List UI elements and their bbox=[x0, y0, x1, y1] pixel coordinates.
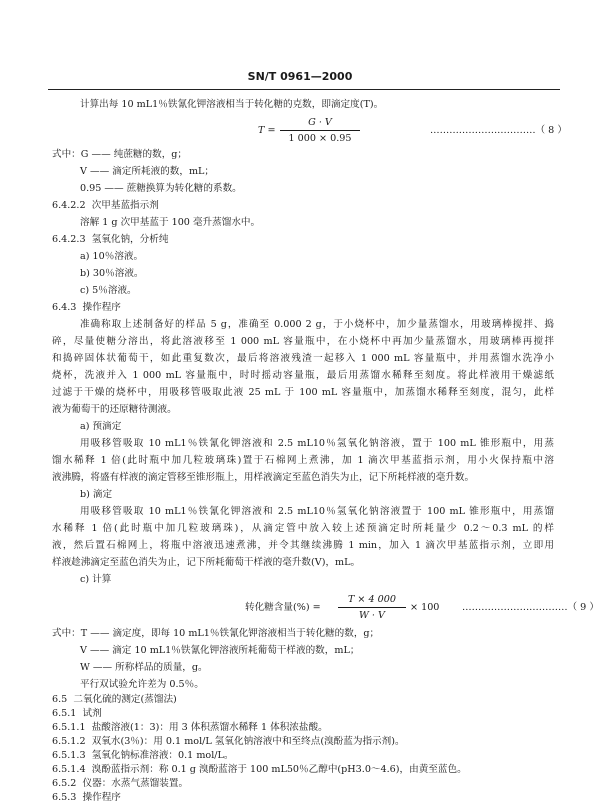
section-heading: 6.5.2 仪器：水蒸气蒸馏装置。 bbox=[52, 778, 189, 789]
paragraph-line: 液，然后置石棉网上，将瓶中溶液迅速煮沸，并令其继续沸腾 1 min，加入 1 滴次甲基蓝指示剂，立即用 bbox=[52, 540, 554, 551]
intro-text: 计算出每 10 mL1％铁氰化钾溶液相当于转化糖的克数，即滴定度(T)。 bbox=[80, 99, 384, 110]
eq9-numerator: T × 4 000 bbox=[347, 594, 396, 605]
eq9-lhs: 转化糖含量(%) = bbox=[245, 602, 321, 613]
where8-line: V —— 滴定所耗液的数，mL； bbox=[80, 166, 215, 177]
eq9-rhs: × 100 bbox=[410, 602, 440, 613]
paragraph-line: 碎，尽量使糖分溶出，将此溶液移至 1 000 mL 容量瓶中，在小烧杯中再加少量蒸馏水，用玻璃棒再搅拌 bbox=[52, 336, 554, 347]
section-heading: 6.4.3 操作程序 bbox=[52, 302, 121, 313]
paragraph-line: 过滤于干燥的烧杯中，用吸移管吸取此液 25 mL 于 100 mL 容量瓶中，加蒸馏水稀释至刻度，混匀，此样 bbox=[52, 387, 554, 398]
where9-line: W —— 所称样品的质量，g。 bbox=[80, 662, 208, 673]
eq8-numerator: G · V bbox=[308, 117, 332, 128]
paragraph-line: 用吸移管吸取 10 mL1％铁氰化钾溶液和 2.5 mL10％氢氧化钠溶液，置于 100 mL 锥形瓶中，用蒸 bbox=[80, 438, 554, 449]
paragraph-line: 样液趁沸滴定至蓝色消失为止，记下所耗葡萄干样液的毫升数(V)，mL。 bbox=[52, 557, 361, 568]
eq8-number: ……………………………（ 8 ） bbox=[430, 125, 567, 136]
paragraph-line: 液沸腾，将盛有样液的滴定管移至锥形瓶上，用样液滴定至蓝色消失为止，记下所耗样液的毫升数。 bbox=[52, 472, 475, 483]
eq8-lhs: T = bbox=[258, 125, 276, 136]
section-text: 溶解 1 g 次甲基蓝于 100 毫升蒸馏水中。 bbox=[80, 217, 261, 228]
eq8-fraction-bar bbox=[280, 130, 360, 131]
paragraph-line: 用吸移管吸取 10 mL1％铁氰化钾溶液和 2.5 mL10％氢氧化钠溶液置于 100 mL 锥形瓶中，用蒸馏 bbox=[80, 506, 554, 517]
reagent-item: 6.5.1.1 盐酸溶液(1：3)：用 3 体积蒸馏水稀释 1 体积浓盐酸。 bbox=[52, 722, 328, 733]
eq8-denominator: 1 000 × 0.95 bbox=[288, 133, 352, 144]
where8-line: 0.95 —— 蔗糖换算为转化糖的系数。 bbox=[80, 183, 242, 194]
reagent-item: 6.5.1.3 氢氧化钠标准溶液：0.1 mol/L。 bbox=[52, 750, 234, 761]
paragraph-line: 水稀释 1 倍(此时瓶中加几粒玻璃珠)，从滴定管中放入较上述预滴定时所耗量少 0.2～0.3 mL 的样 bbox=[52, 523, 554, 534]
section-heading: 6.5 二氧化硫的测定(蒸馏法) bbox=[52, 694, 177, 705]
section-heading: 6.4.2.2 次甲基蓝指示剂 bbox=[52, 200, 159, 211]
list-item: a) 10％溶液。 bbox=[80, 251, 144, 262]
where9-line: 式中：T —— 滴定度，即每 10 mL1％铁氰化钾溶液相当于转化糖的数，g； bbox=[52, 628, 380, 639]
paragraph-line: 和捣碎固体状葡萄干，如此重复数次，最后将溶液残渣一起移入 1 000 mL 容量瓶中，并用蒸馏水洗净小 bbox=[52, 353, 554, 364]
eq9-fraction-bar bbox=[338, 607, 406, 608]
where8-line: 式中：G —— 纯蔗糖的数，g； bbox=[52, 149, 188, 160]
standard-header: SN/T 0961—2000 bbox=[247, 70, 353, 83]
tolerance-text: 平行双试验允许差为 0.5％。 bbox=[80, 679, 204, 690]
reagent-item: 6.5.1.2 双氧水(3％)：用 0.1 mol/L 氢氧化钠溶液中和至终点(溴酚蓝为指示剂)。 bbox=[52, 736, 405, 747]
section-heading: 6.4.2.3 氢氧化钠，分析纯 bbox=[52, 234, 169, 245]
reagent-item: 6.5.1.4 溴酚蓝指示剂：称 0.1 g 溴酚蓝溶于 100 mL50％乙醇中(pH3.0～4.6)，由黄至蓝色。 bbox=[52, 764, 467, 775]
list-item: b) 30％溶液。 bbox=[80, 268, 144, 279]
paragraph-line: 准确称取上述制备好的样品 5 g，准确至 0.000 2 g，于小烧杯中，加少量蒸馏水，用玻璃棒搅拌、捣 bbox=[80, 319, 554, 330]
list-item: c) 5％溶液。 bbox=[80, 285, 137, 296]
eq9-number: ……………………………（ 9 ） bbox=[462, 602, 599, 613]
section-heading: 6.5.1 试剂 bbox=[52, 708, 102, 719]
paragraph-line: 烧杯，洗液并入 1 000 mL 容量瓶中，时时摇动容量瓶，最后用蒸馏水稀释至刻度。将此样液用干燥滤纸 bbox=[52, 370, 554, 381]
subsection-title: c) 计算 bbox=[80, 574, 112, 585]
subsection-title: a) 预滴定 bbox=[80, 421, 122, 432]
header-rule bbox=[48, 89, 560, 90]
paragraph-line: 馏水稀释 1 倍(此时瓶中加几粒玻璃珠)置于石棉网上煮沸，加 1 滴次甲基蓝指示剂，用小火保持瓶中溶 bbox=[52, 455, 554, 466]
subsection-title: b) 滴定 bbox=[80, 489, 113, 500]
section-heading: 6.5.3 操作程序 bbox=[52, 792, 121, 803]
eq9-denominator: W · V bbox=[359, 610, 385, 621]
where9-line: V —— 滴定 10 mL1％铁氰化钾溶液所耗葡萄干样液的数，mL； bbox=[80, 645, 360, 656]
paragraph-line: 液为葡萄干的还原糖待测液。 bbox=[52, 404, 177, 415]
